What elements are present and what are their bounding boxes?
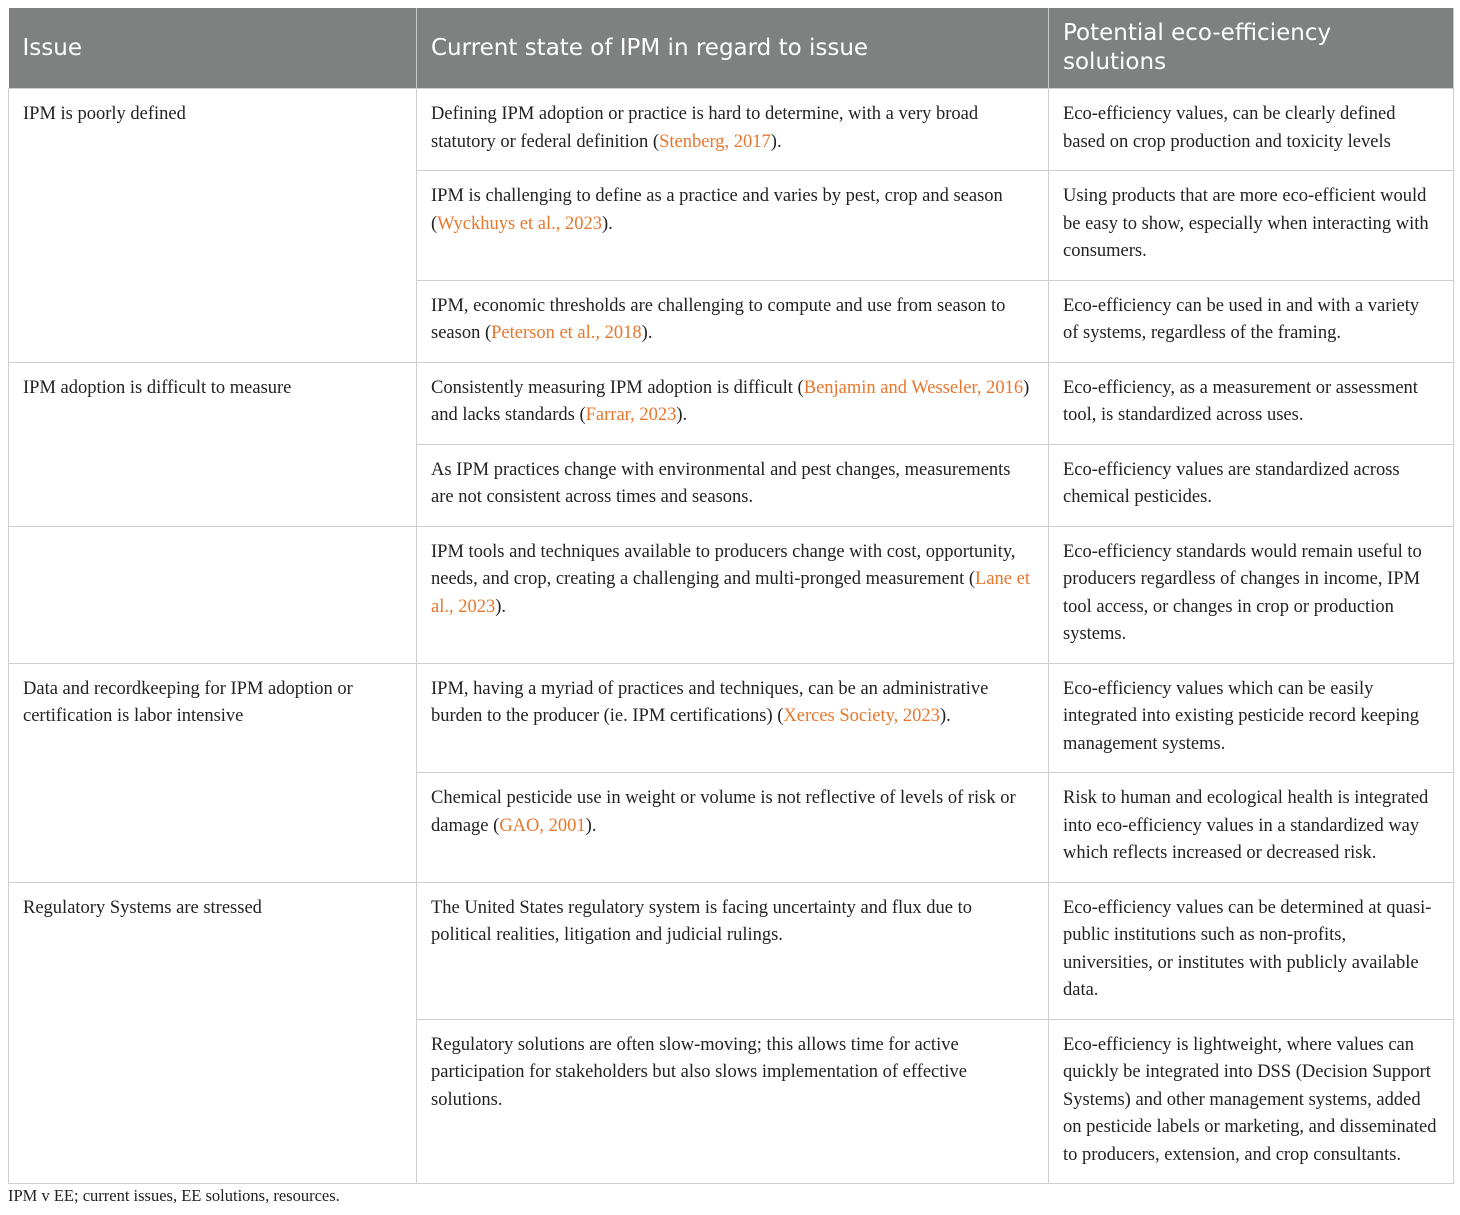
- cell-text: As IPM practices change with environmental and pest changes, measurements are not consistent across times and seasons.: [431, 459, 1011, 507]
- solution-cell: Eco-efficiency values can be determined at quasi-public institutions such as non-profits, universities, or institutes with publicly available data.: [1049, 882, 1454, 1019]
- citation-link[interactable]: Benjamin and Wesseler, 2016: [803, 377, 1024, 398]
- cell-text: Regulatory solutions are often slow-moving; this allows time for active participation for stakeholders but also slows implementation of effective solutions.: [431, 1034, 968, 1110]
- solution-cell: Eco-efficiency values, can be clearly defined based on crop production and toxicity levels: [1049, 89, 1454, 171]
- current-state-cell: [417, 444, 1049, 526]
- cell-text: ).: [585, 815, 597, 836]
- header-row: [9, 8, 1454, 89]
- issue-cell: IPM adoption is difficult to measure: [9, 362, 417, 526]
- current-state-cell: [417, 526, 1049, 663]
- citation-link[interactable]: Xerces Society, 2023: [783, 706, 940, 726]
- solution-cell: Eco-efficiency values which can be easily integrated into existing pesticide record keeping management systems.: [1049, 663, 1454, 773]
- header-issue: Issue: [9, 8, 417, 89]
- cell-text: IPM is challenging to define as a practice and varies by pest, crop and season (: [431, 186, 1003, 234]
- cell-text: The United States regulatory system is facing uncertainty and flux due to political realities, litigation and judicial rulings.: [431, 897, 972, 945]
- solution-cell: Eco-efficiency can be used in and with a variety of systems, regardless of the framing.: [1049, 280, 1454, 362]
- current-state-cell: [417, 280, 1049, 362]
- current-state-cell: [417, 773, 1049, 883]
- table-row: [9, 526, 1454, 663]
- ipm-ee-table: [8, 8, 1454, 1184]
- current-state-cell: [417, 663, 1049, 773]
- header-current-state: Current state of IPM in regard to issue: [417, 8, 1049, 89]
- cell-text: ).: [770, 131, 782, 152]
- solution-cell: Eco-efficiency values are standardized across chemical pesticides.: [1049, 444, 1454, 526]
- citation-link[interactable]: Farrar, 2023: [585, 405, 677, 425]
- issue-cell: IPM is poorly defined: [9, 89, 417, 363]
- cell-text: ) and lacks standards (: [431, 377, 1030, 425]
- current-state-cell: [417, 171, 1049, 281]
- issue-cell: Data and recordkeeping for IPM adoption or certification is labor intensive: [9, 663, 417, 882]
- citation-link[interactable]: Peterson et al., 2018: [491, 323, 642, 343]
- cell-text: ).: [602, 213, 613, 234]
- citation-link[interactable]: Wyckhuys et al., 2023: [437, 213, 603, 234]
- cell-text: ).: [495, 596, 507, 617]
- citation-link[interactable]: GAO, 2001: [499, 815, 586, 836]
- cell-text: IPM, having a myriad of practices and techniques, can be an administrative burden to the producer (ie. IPM certifications) (: [431, 678, 989, 726]
- cell-text: Consistently measuring IPM adoption is difficult (: [431, 377, 804, 398]
- issue-cell: [9, 526, 417, 663]
- cell-text: IPM tools and techniques available to producers change with cost, opportunity, needs, and crop, creating a challenging and multi-pronged measurement (: [431, 541, 1016, 589]
- cell-text: IPM, economic thresholds are challenging to compute and use from season to season (: [431, 295, 1006, 343]
- citation-link[interactable]: Stenberg, 2017: [659, 131, 771, 152]
- solution-cell: Eco-efficiency standards would remain useful to producers regardless of changes in income, IPM tool access, or changes in crop or production systems.: [1049, 526, 1454, 663]
- cell-text: ).: [676, 405, 688, 425]
- cell-text: ).: [939, 706, 951, 726]
- header-solutions: Potential eco-efficiency solutions: [1049, 8, 1454, 89]
- solution-cell: Eco-efficiency is lightweight, where values can quickly be integrated into DSS (Decision Support Systems) and other management systems, added on pesticide labels or marketing, and disseminated to producers, extension, and crop consultants.: [1049, 1019, 1454, 1184]
- table-row: [9, 89, 1454, 171]
- current-state-cell: [417, 882, 1049, 1019]
- cell-text: Defining IPM adoption or practice is hard to determine, with a very broad statutory or federal definition (: [431, 104, 979, 152]
- current-state-cell: [417, 362, 1049, 444]
- cell-text: Chemical pesticide use in weight or volume is not reflective of levels of risk or damage (: [431, 788, 1016, 836]
- issue-cell: Regulatory Systems are stressed: [9, 882, 417, 1184]
- table-caption: IPM v EE; current issues, EE solutions, resources.: [8, 1186, 340, 1205]
- solution-cell: Risk to human and ecological health is integrated into eco-efficiency values in a standardized way which reflects increased or decreased risk.: [1049, 773, 1454, 883]
- citation-link[interactable]: Lane et al., 2023: [431, 569, 1030, 617]
- solution-cell: Eco-efficiency, as a measurement or assessment tool, is standardized across uses.: [1049, 362, 1454, 444]
- table-row: [9, 663, 1454, 773]
- table-row: [9, 882, 1454, 1019]
- current-state-cell: [417, 89, 1049, 171]
- cell-text: ).: [641, 323, 653, 343]
- table-row: [9, 362, 1454, 444]
- solution-cell: Using products that are more eco-efficient would be easy to show, especially when interacting with consumers.: [1049, 171, 1454, 281]
- current-state-cell: [417, 1019, 1049, 1184]
